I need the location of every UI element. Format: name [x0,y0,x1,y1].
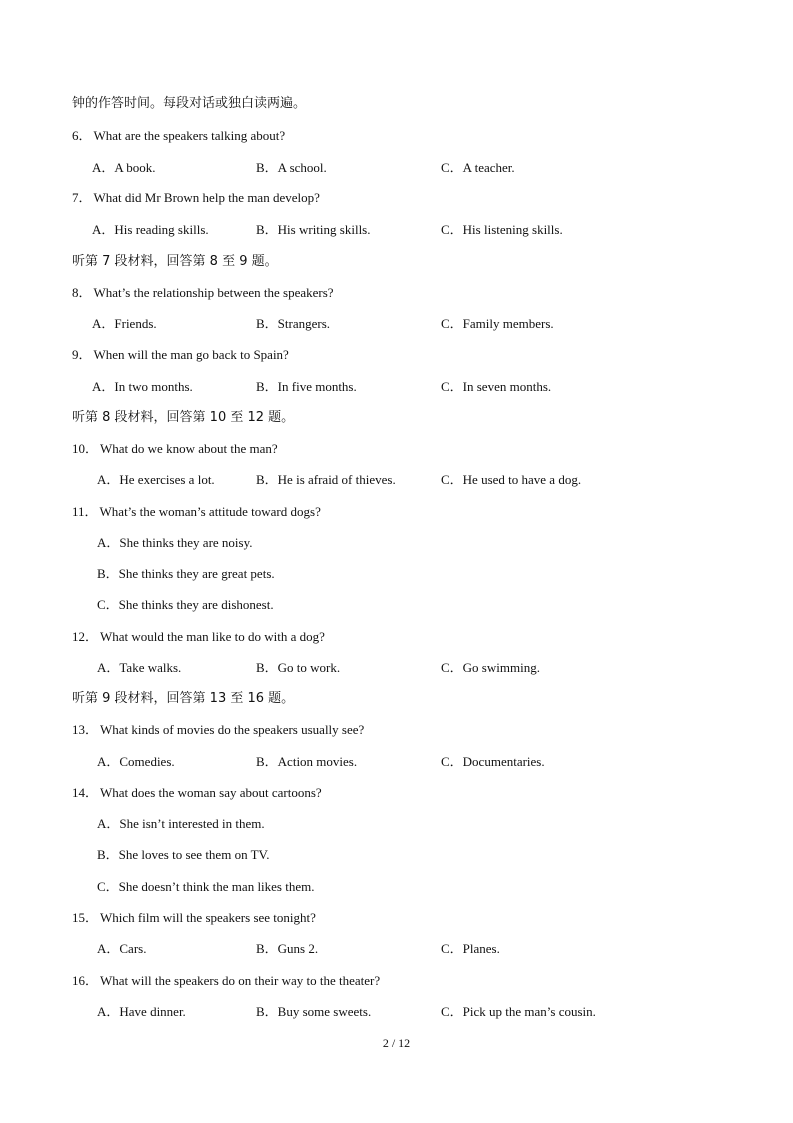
question-15 [72,910,316,926]
question-number: 10． [72,441,99,456]
option-7a: A．His reading skills. [92,222,209,237]
section-header-7: 听第 7 段材料，回答第 8 至 9 题。 [72,254,278,269]
question-text: What’s the woman’s attitude toward dogs? [99,504,321,519]
option-11c: C．She thinks they are dishonest. [97,597,274,612]
question-text: What will the speakers do on their way to the theater? [100,973,381,988]
option-7c: C．His listening skills. [441,222,563,237]
question-number: 9． [72,347,92,362]
question-number: 14． [72,785,99,800]
option-6a: A．A book. [92,160,156,175]
option-10c: C．He used to have a dog. [441,472,582,487]
question-number: 7． [72,190,92,205]
question-8 [72,285,334,301]
question-number: 8． [72,285,92,300]
option-15b: B．Guns 2. [256,941,319,956]
option-16a: A．Have dinner. [97,1004,186,1019]
option-9a: A．In two months. [92,379,193,394]
option-13a: A．Comedies. [97,754,175,769]
option-16b: B．Buy some sweets. [256,1004,372,1019]
question-text: When will the man go back to Spain? [93,347,289,362]
question-number: 16． [72,973,99,988]
question-number: 13． [72,722,99,737]
question-11 [72,504,321,520]
intro-line: 钟的作答时间。每段对话或独白读两遍。 [72,96,307,111]
option-15a: A．Cars. [97,941,147,956]
question-text: What does the woman say about cartoons? [100,785,322,800]
question-9 [72,347,289,363]
option-16c: C．Pick up the man’s cousin. [441,1004,596,1019]
question-number: 11． [72,504,98,519]
question-13 [72,722,364,738]
question-14 [72,785,322,801]
question-text: What kinds of movies do the speakers usually see? [100,722,365,737]
question-7 [72,190,320,206]
question-number: 12． [72,629,99,644]
option-9b: B．In five months. [256,379,357,394]
question-6 [72,128,285,144]
option-10a: A．He exercises a lot. [97,472,215,487]
question-number: 15． [72,910,99,925]
option-8a: A．Friends. [92,316,157,331]
option-8c: C．Family members. [441,316,554,331]
question-12 [72,629,325,645]
option-14c: C．She doesn’t think the man likes them. [97,879,315,894]
option-14b: B．She loves to see them on TV. [97,847,270,862]
question-10 [72,441,278,457]
section-header-9: 听第 9 段材料，回答第 13 至 16 题。 [72,691,295,706]
option-14a: A．She isn’t interested in them. [97,816,265,831]
question-text: Which film will the speakers see tonight? [100,910,316,925]
option-12b: B．Go to work. [256,660,341,675]
question-text: What do we know about the man? [100,441,278,456]
option-15c: C．Planes. [441,941,500,956]
question-text: What did Mr Brown help the man develop? [93,190,320,205]
option-11a: A．She thinks they are noisy. [97,535,253,550]
option-7b: B．His writing skills. [256,222,371,237]
option-11b: B．She thinks they are great pets. [97,566,275,581]
option-13b: B．Action movies. [256,754,358,769]
question-number: 6． [72,128,92,143]
question-text: What would the man like to do with a dog? [100,629,325,644]
option-12c: C．Go swimming. [441,660,540,675]
question-text: What’s the relationship between the speakers? [93,285,334,300]
option-9c: C．In seven months. [441,379,552,394]
section-header-8: 听第 8 段材料，回答第 10 至 12 题。 [72,410,295,425]
option-13c: C．Documentaries. [441,754,545,769]
question-16 [72,973,380,989]
option-6c: C．A teacher. [441,160,515,175]
option-12a: A．Take walks. [97,660,182,675]
page-number: 2 / 12 [382,1036,411,1050]
option-10b: B．He is afraid of thieves. [256,472,396,487]
option-6b: B．A school. [256,160,327,175]
option-8b: B．Strangers. [256,316,331,331]
question-text: What are the speakers talking about? [93,128,286,143]
